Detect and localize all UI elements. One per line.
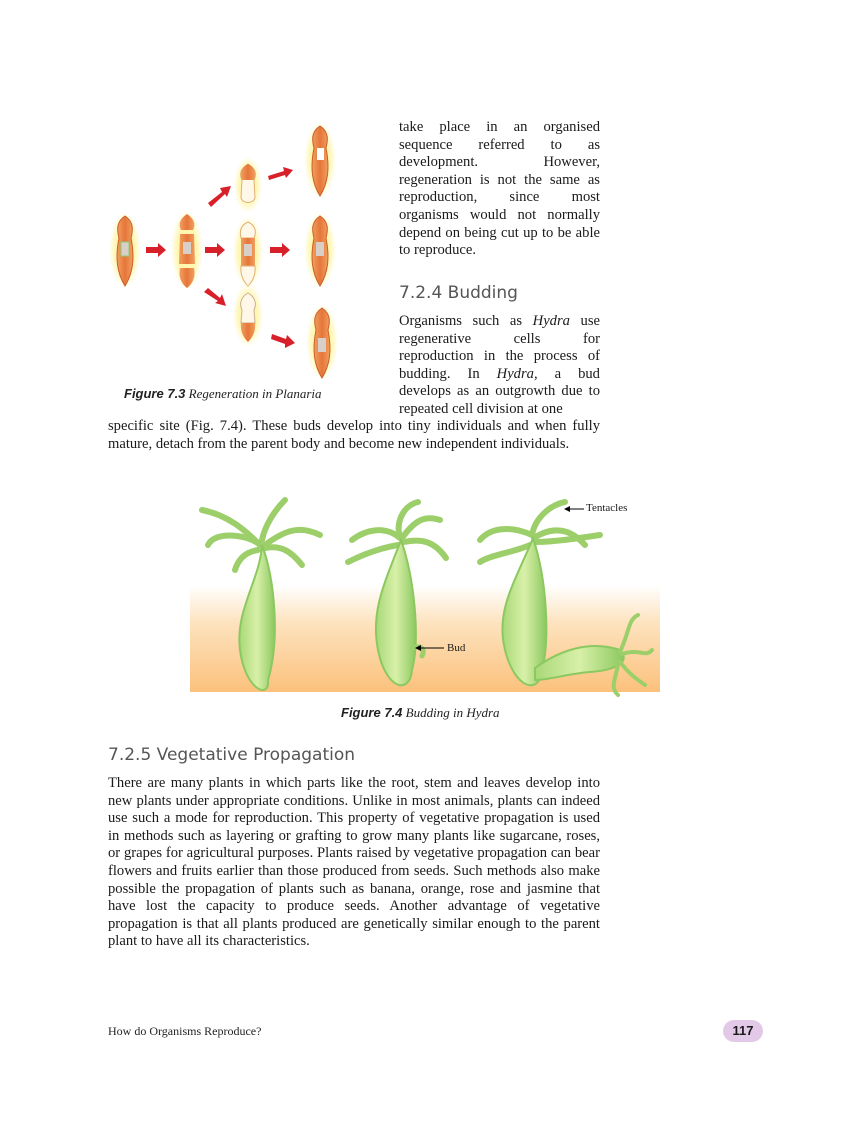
figure-7-4-caption <box>341 705 500 721</box>
planaria-fragment-bottom <box>233 283 263 347</box>
planaria-cut <box>171 210 203 290</box>
paragraph-budding <box>399 313 600 419</box>
species-name: Hydra <box>496 365 534 382</box>
text: , a bud develops as an outgrowth due to repeated cell division at one <box>399 365 600 417</box>
paragraph-regeneration: take place in an organised sequence referred to as development. However, regeneration is not the same as reproduction, since most organisms would not normally depend on being cut up to be able to reproduce. <box>399 119 600 259</box>
text: Organisms such as <box>399 313 533 329</box>
planaria-regenerated-middle <box>304 212 336 288</box>
hydra-figure <box>190 490 660 702</box>
figure-title: Budding in Hydra <box>405 705 500 720</box>
paragraph-budding-continued: specific site (Fig. 7.4). These buds develop into tiny individuals and when fully mature, detach from the parent body and become new independent individuals. <box>108 418 600 452</box>
heading-vegetative-propagation: 7.2.5 Vegetative Propagation <box>108 745 356 765</box>
planaria-figure <box>100 118 360 386</box>
footer-chapter-title: How do Organisms Reproduce? <box>108 1024 262 1038</box>
planaria-regenerated-top <box>304 122 336 198</box>
label-bud: Bud <box>447 642 466 654</box>
planaria-fragment-top <box>234 157 262 213</box>
page-number: 117 <box>723 1020 763 1042</box>
species-name: Hydra <box>532 313 570 329</box>
paragraph-vegetative-propagation: There are many plants in which parts like the root, stem and leaves develop into new plants under appropriate conditions. Unlike in most animals, plants can indeed use such a mode for reproduction. This property of vegetative propagation is used in methods such as layering or grafting to grow many plants like sugarcane, roses, or grapes for agricultural purposes. Plants raised by vegetative propagation can bear flowers and fruits earlier than those produced from seeds. Such methods also make possible the propagation of plants such as banana, orange, rose and jasmine that have lost the capacity to produce seeds. Another advantage of vegetative propagation is that all plants produced are genetically similar enough to the parent plant to have all its characteristics. <box>108 775 600 950</box>
planaria-original <box>109 212 141 288</box>
heading-budding: 7.2.4 Budding <box>399 283 518 303</box>
figure-7-3-caption <box>124 386 322 402</box>
figure-title: Regeneration in Planaria <box>188 386 322 401</box>
figure-number: Figure 7.4 <box>341 705 403 720</box>
label-tentacles: Tentacles <box>586 502 628 514</box>
planaria-regenerated-bottom <box>306 304 338 380</box>
planaria-fragment-middle <box>233 216 263 288</box>
figure-number: Figure 7.3 <box>124 386 186 401</box>
text: use regenerative cells for reproduction in the process of budding. In <box>399 313 600 382</box>
regeneration-arrows <box>146 167 295 348</box>
